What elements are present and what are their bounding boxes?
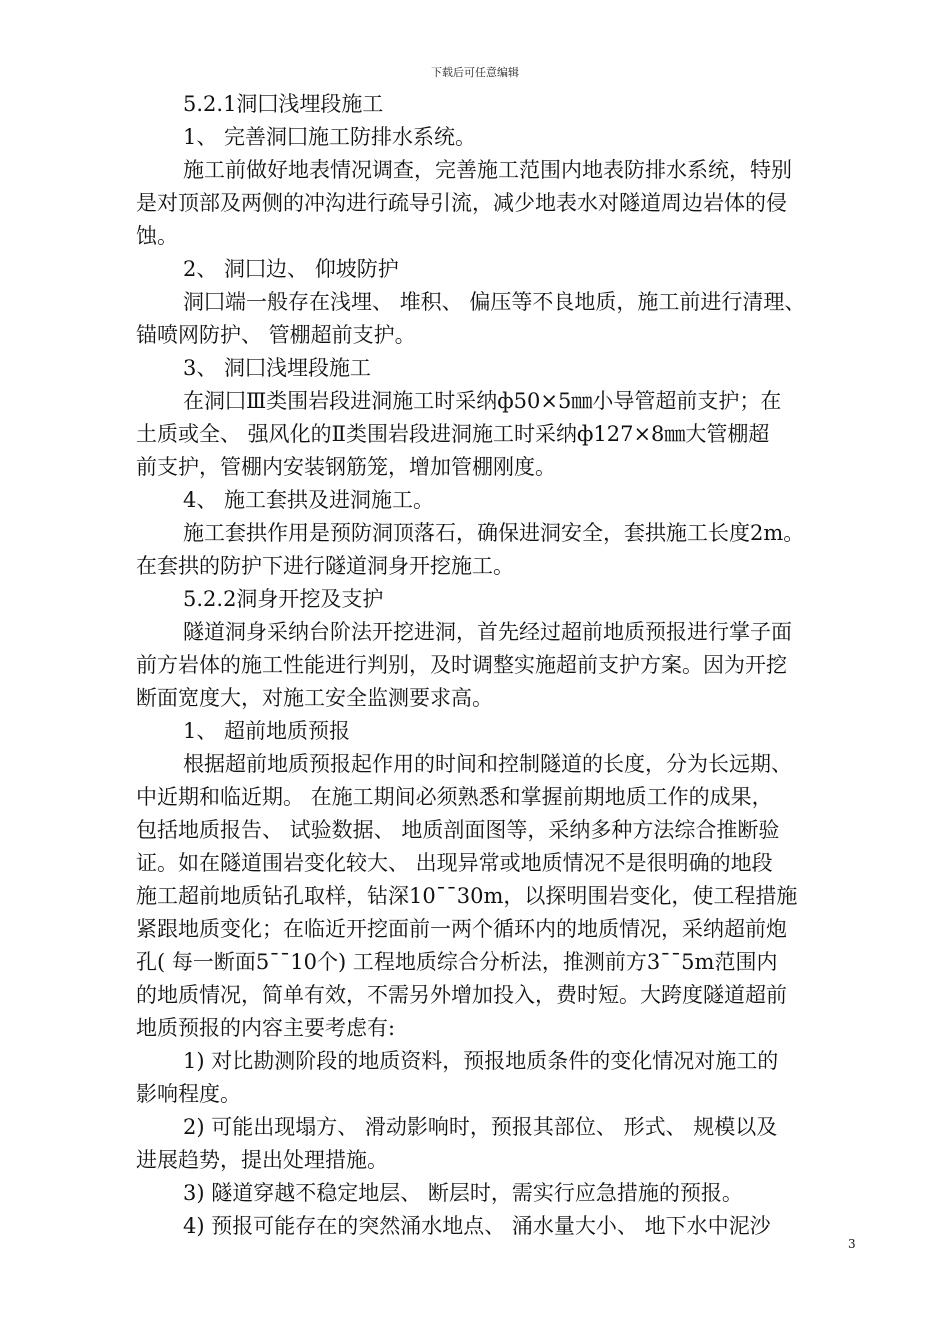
paragraph-line: 地质预报的内容主要考虑有: [136, 1016, 396, 1040]
paragraph-line: 证。如在隧道围岩变化较大、 出现异常或地质情况不是很明确的地段 [136, 851, 773, 875]
list-item-continuation: 影响程度。 [136, 1082, 241, 1106]
paragraph-line: 的地质情况，简单有效，不需另外增加投入，费时短。大跨度隧道超前 [136, 983, 787, 1007]
paragraph-line: 隧道洞身采纳台阶法开挖进洞，首先经过超前地质预报进行掌子面 [183, 620, 792, 644]
page-number: 3 [848, 1237, 856, 1251]
paragraph-line: 前方岩体的施工性能进行判别，及时调整实施超前支护方案。因为开挖 [136, 653, 787, 677]
item-heading: 2、 洞囗边、 仰坡防护 [183, 257, 399, 281]
document-body [136, 88, 862, 1243]
item-heading: 3、 洞囗浅埋段施工 [183, 356, 372, 380]
paragraph-line: 紧跟地质变化；在临近开挖面前一两个循环内的地质情况，采纳超前炮 [136, 917, 787, 941]
paragraph-line: 包括地质报告、 试验数据、 地质剖面图等，采纳多种方法综合推断验 [136, 818, 780, 842]
paragraph-line: 施工超前地质钻孔取样，钻深10¯¯30m，以探明围岩变化，使工程措施 [136, 884, 798, 908]
paragraph-line: 洞囗端一般存在浅埋、 堆积、 偏压等不良地质，施工前进行清理、 [183, 290, 806, 314]
section-heading: 5.2.2洞身开挖及支护 [183, 587, 384, 611]
paragraph-line: 前支护，管棚内安装钢筋笼，增加管棚刚度。 [136, 455, 556, 479]
item-heading: 1、 超前地质预报 [183, 719, 351, 743]
paragraph-line: 断面宽度大，对施工安全监测要求高。 [136, 686, 493, 710]
list-item: 2) 可能出现塌方、 滑动影响时，预报其部位、 形式、 规模以及 [183, 1115, 778, 1139]
list-item: 4) 预报可能存在的突然涌水地点、 涌水量大小、 地下水中泥沙 [183, 1214, 771, 1238]
paragraph-line: 根据超前地质预报起作用的时间和控制隧道的长度，分为长远期、 [183, 752, 792, 776]
paragraph-line: 在套拱的防护下进行隧道洞身开挖施工。 [136, 554, 514, 578]
item-heading: 4、 施工套拱及进洞施工。 [183, 488, 435, 512]
paragraph-line: 施工前做好地表情况调查，完善施工范围内地表防排水系统，特别 [183, 158, 792, 182]
list-item-continuation: 进展趋势，提出处理措施。 [136, 1148, 388, 1172]
item-heading: 1、 完善洞囗施工防排水系统。 [183, 125, 477, 149]
list-item: 3) 隧道穿越不稳定地层、 断层时，需实行应急措施的预报。 [183, 1181, 743, 1205]
list-item: 1) 对比勘测阶段的地质资料，预报地质条件的变化情况对施工的 [183, 1049, 779, 1073]
page-header: 下载后可任意编辑 [431, 66, 519, 79]
paragraph-line: 在洞囗Ⅲ类围岩段进洞施工时采纳ф50×5㎜小导管超前支护；在 [183, 389, 782, 413]
paragraph-line: 锚喷网防护、 管棚超前支护。 [136, 323, 416, 347]
paragraph-line: 孔( 每一断面5¯¯10个) 工程地质综合分析法，推测前方3¯¯5m范围内 [136, 950, 778, 974]
section-heading: 5.2.1洞囗浅埋段施工 [183, 92, 384, 116]
paragraph-line: 土质或全、 强风化的Ⅱ类围岩段进洞施工时采纳ф127×8㎜大管棚超 [136, 422, 770, 446]
paragraph-line: 施工套拱作用是预防洞顶落石，确保进洞安全，套拱施工长度2m。 [183, 521, 805, 545]
paragraph-line: 中近期和临近期。 在施工期间必须熟悉和掌握前期地质工作的成果， [136, 785, 773, 809]
paragraph-line: 是对顶部及两侧的冲沟进行疏导引流，减少地表水对隧道周边岩体的侵 [136, 191, 787, 215]
paragraph-line: 蚀。 [136, 224, 178, 248]
